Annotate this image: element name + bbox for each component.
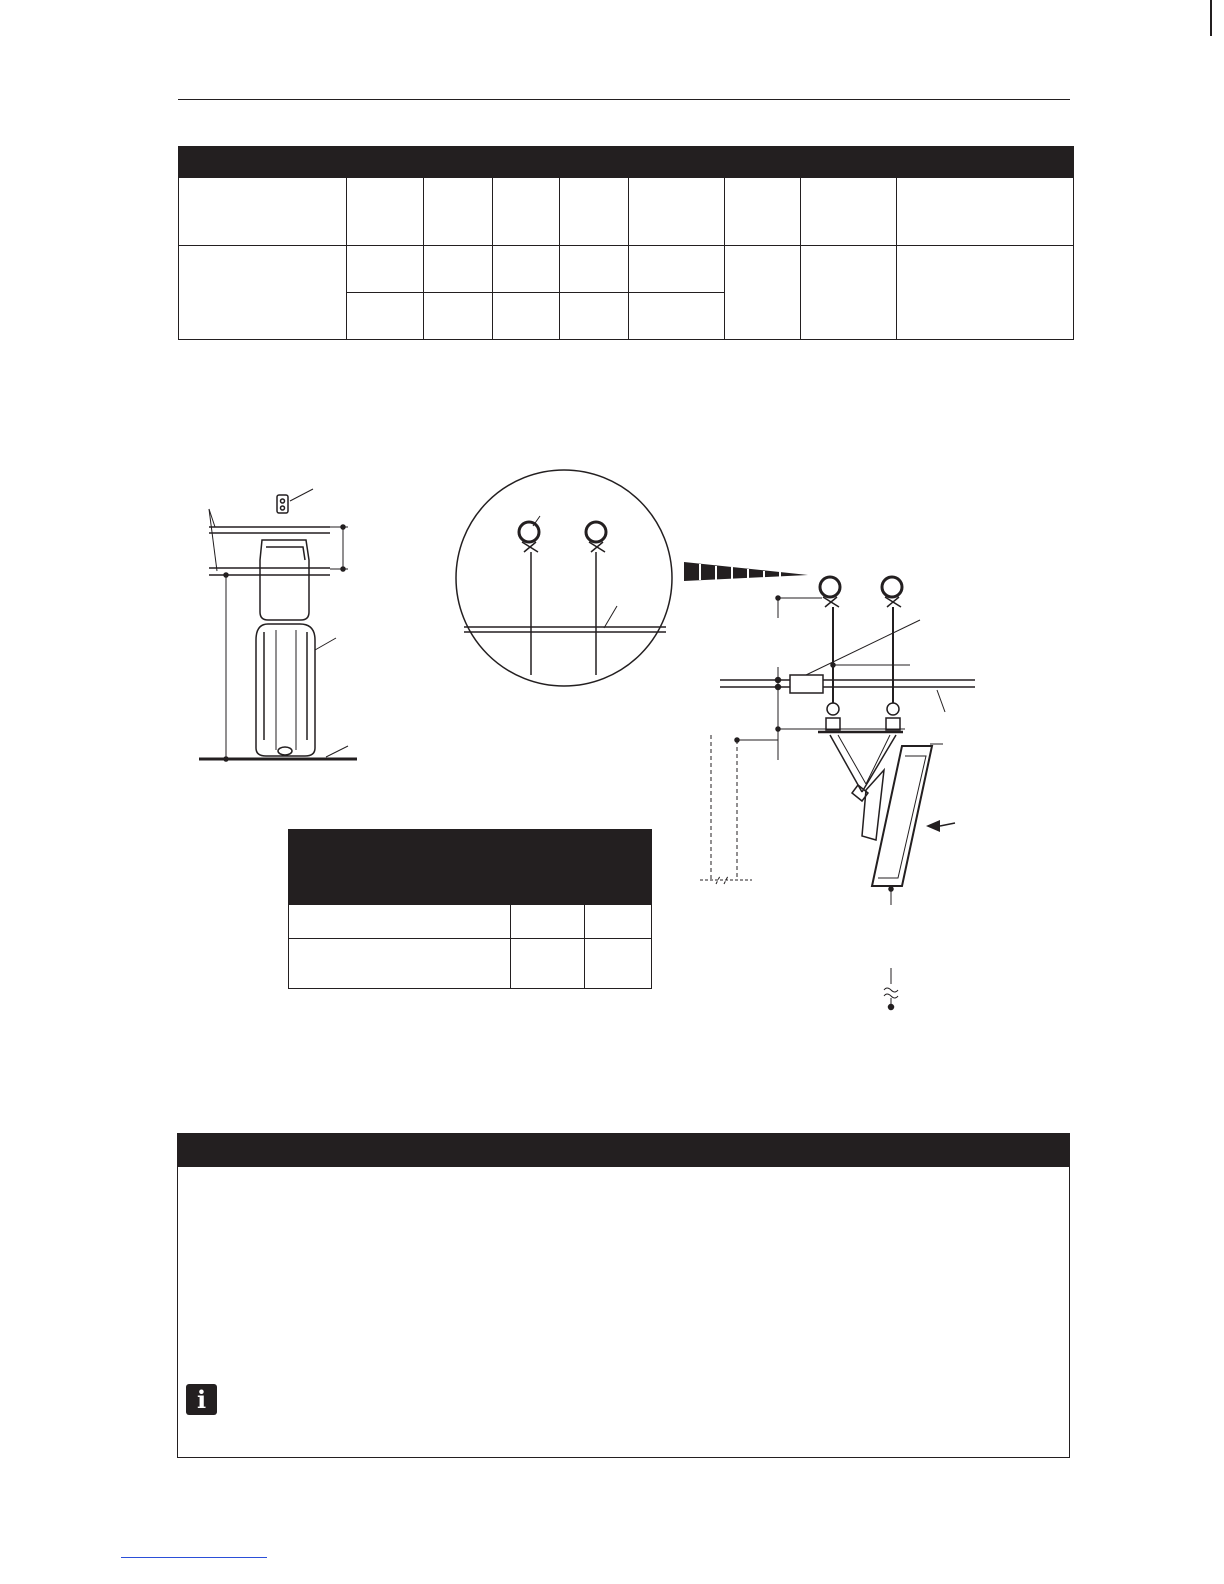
header-rule <box>178 99 1070 100</box>
spec-cell <box>424 178 493 246</box>
leader-line <box>315 638 336 650</box>
spec-cell <box>725 178 801 246</box>
spec-table-row <box>179 178 1074 246</box>
hook-clamp <box>589 542 605 552</box>
dimension-point <box>341 567 345 571</box>
hook-loop-icon <box>586 522 606 542</box>
leader-line <box>290 489 313 501</box>
dimension-point <box>831 663 835 667</box>
footer-link-underline[interactable] <box>121 1557 267 1558</box>
arrow-icon <box>926 820 940 832</box>
hook-loop-icon <box>820 577 840 597</box>
spec-cell <box>725 246 801 340</box>
hook-clamp <box>885 597 901 607</box>
monitor-back-mount <box>862 770 884 840</box>
dimension-point <box>224 757 228 761</box>
dimension-point <box>776 596 780 600</box>
spec-cell <box>560 293 629 340</box>
dimension-point <box>776 727 780 731</box>
spec-cell <box>347 293 424 340</box>
mount-arm <box>830 735 862 792</box>
reference-cell <box>289 939 511 989</box>
junction-box <box>790 675 823 693</box>
reference-cell <box>585 905 652 939</box>
right-installation-figure <box>690 570 990 1020</box>
dimension-point <box>776 685 781 690</box>
notice-header-bar <box>178 1134 1069 1167</box>
detail-circle <box>456 470 672 686</box>
spec-cell <box>179 178 347 246</box>
break-symbol <box>884 988 898 998</box>
spec-cell <box>801 246 897 340</box>
dimension-point <box>224 573 228 577</box>
reference-cell <box>289 905 511 939</box>
leader-line <box>937 690 945 712</box>
dimension-point <box>889 1005 894 1010</box>
reference-table-row <box>289 939 652 989</box>
crop-mark <box>1210 0 1212 36</box>
hook-loop-icon <box>882 577 902 597</box>
hook-clamp <box>522 542 538 552</box>
cable-ring <box>887 703 899 715</box>
reference-cell <box>585 939 652 989</box>
leader-line <box>806 620 920 675</box>
spec-cell <box>897 178 1074 246</box>
mount-clamp <box>826 718 900 730</box>
reference-cell <box>511 905 585 939</box>
dimension-point <box>889 887 893 891</box>
spec-cell <box>493 293 560 340</box>
spec-cell <box>629 178 725 246</box>
dimension-point <box>735 738 739 742</box>
upper-bracket <box>260 540 309 620</box>
left-installation-figure <box>190 480 370 770</box>
info-icon: i <box>186 1384 217 1415</box>
spec-cell <box>424 293 493 340</box>
reference-table-header-bar <box>289 830 652 905</box>
spec-cell <box>560 178 629 246</box>
mount-arm <box>862 735 896 792</box>
spec-cell <box>347 246 424 293</box>
spec-cell <box>347 178 424 246</box>
reference-cell <box>511 939 585 989</box>
spec-cell <box>897 246 1074 340</box>
leader-line <box>209 509 217 571</box>
spec-table-row <box>179 246 1074 293</box>
notice-box <box>177 1133 1070 1458</box>
dimension-point <box>776 678 781 683</box>
reference-table-row <box>289 905 652 939</box>
vessel-detail <box>276 630 296 750</box>
vessel-base-ring <box>278 747 292 755</box>
spec-cell <box>560 246 629 293</box>
fastener-hole <box>281 499 285 503</box>
dimension-point <box>341 525 345 529</box>
spec-cell <box>493 178 560 246</box>
upper-bracket-detail <box>266 547 305 560</box>
spec-cell <box>179 246 347 340</box>
cable-ring <box>827 703 839 715</box>
spec-cell <box>801 178 897 246</box>
reference-table <box>288 829 652 989</box>
leader-line <box>326 746 348 757</box>
spec-cell <box>424 246 493 293</box>
spec-cell <box>629 246 725 293</box>
hook-loop-icon <box>519 522 539 542</box>
vessel-body <box>256 624 315 756</box>
spec-cell <box>629 293 725 340</box>
spec-table-header-bar <box>179 147 1074 178</box>
hook-clamp <box>823 597 839 607</box>
spec-table <box>178 146 1074 340</box>
arrow-shaft <box>940 823 955 826</box>
spec-cell <box>493 246 560 293</box>
leader-line <box>604 606 617 628</box>
mount-arm <box>838 735 866 784</box>
fastener-hole <box>281 506 285 510</box>
floor-break-mark <box>700 876 752 884</box>
